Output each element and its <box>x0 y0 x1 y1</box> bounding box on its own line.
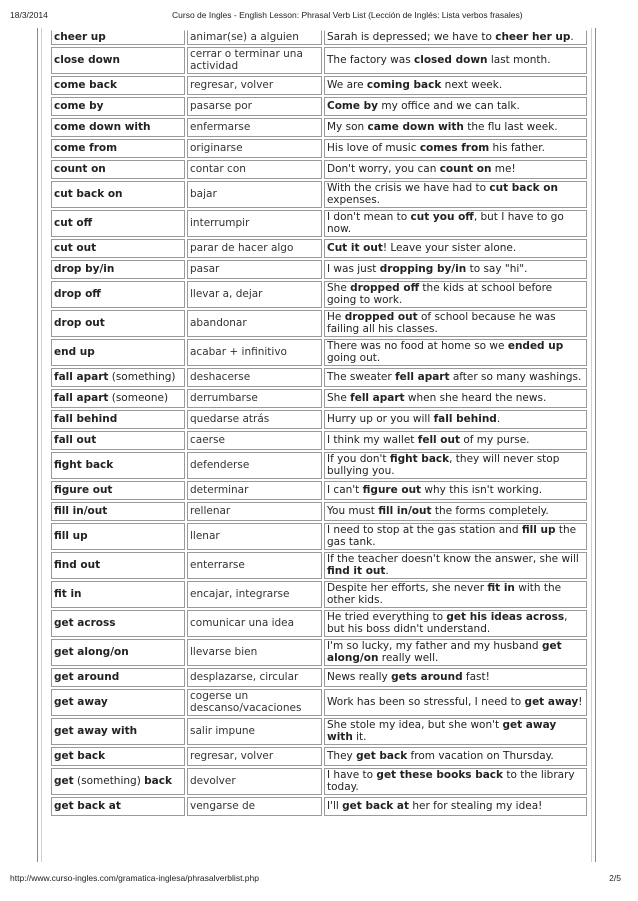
bold-phrase: get back <box>54 749 106 762</box>
bold-phrase: get his ideas across <box>446 611 565 623</box>
phrasal-verb-cell <box>51 581 185 608</box>
phrasal-verb-cell <box>51 797 185 816</box>
bold-phrase: dropping by/in <box>379 262 467 275</box>
meaning-cell: devolver <box>187 768 322 795</box>
table-row <box>51 610 587 637</box>
meaning-cell: llevar a, dejar <box>187 281 322 308</box>
text-fragment: ! <box>578 695 583 708</box>
phrasal-verb-cell <box>51 523 185 550</box>
text-fragment: his father. <box>489 141 545 154</box>
text-fragment: after so many washings. <box>449 370 582 383</box>
table-row <box>51 718 587 745</box>
bold-phrase: Come by <box>327 99 378 112</box>
example-cell <box>324 310 587 337</box>
table-row <box>51 97 587 116</box>
phrasal-verb-cell <box>51 47 185 74</box>
table-row <box>51 181 587 208</box>
meaning-cell: deshacerse <box>187 368 322 387</box>
bold-phrase: fight back <box>54 458 114 471</box>
bold-phrase: fit in <box>54 587 82 600</box>
text-fragment: She stole my idea, but she won't <box>327 719 503 731</box>
text-fragment: His love of music <box>327 141 420 154</box>
meaning-cell: parar de hacer algo <box>187 239 322 258</box>
bold-phrase: count on <box>439 162 492 175</box>
meaning-cell: quedarse atrás <box>187 410 322 429</box>
bold-phrase: get back <box>356 749 408 762</box>
table-row <box>51 747 587 766</box>
example-cell <box>324 410 587 429</box>
bold-phrase: fell apart <box>350 391 405 404</box>
bold-phrase: get along/on <box>54 645 129 658</box>
text-fragment: He tried everything to <box>327 611 447 623</box>
example-cell <box>324 581 587 608</box>
text-fragment: . <box>496 412 501 425</box>
example-cell <box>324 502 587 521</box>
table-row <box>51 523 587 550</box>
example-cell <box>324 368 587 387</box>
bold-phrase: came down with <box>367 120 464 133</box>
text-fragment: (something) <box>108 370 176 383</box>
example-cell <box>324 639 587 666</box>
text-fragment: Hurry up or you will <box>327 412 434 425</box>
bold-phrase: cut off <box>54 216 93 229</box>
example-cell <box>324 797 587 816</box>
meaning-cell: cerrar o terminar una actividad <box>187 47 322 74</box>
text-fragment: of school because he was failing all his classes. <box>327 311 556 335</box>
bold-phrase: cut out <box>54 241 97 254</box>
bold-phrase: comes from <box>419 141 490 154</box>
bold-phrase: figure out <box>54 483 113 496</box>
text-fragment: why this isn't working. <box>421 483 543 496</box>
bold-phrase: drop off <box>54 287 101 300</box>
bold-phrase: cut back on <box>54 187 123 200</box>
meaning-cell: animar(se) a alguien <box>187 30 322 45</box>
example-cell <box>324 210 587 237</box>
bold-phrase: get away <box>524 695 579 708</box>
meaning-cell: derrumbarse <box>187 389 322 408</box>
table-row <box>51 452 587 479</box>
example-cell <box>324 452 587 479</box>
meaning-cell: enfermarse <box>187 118 322 137</box>
meaning-cell: interrumpir <box>187 210 322 237</box>
phrasal-verb-cell <box>51 431 185 450</box>
meaning-cell: comunicar una idea <box>187 610 322 637</box>
meaning-cell: pasarse por <box>187 97 322 116</box>
text-fragment: With the crisis we have had to <box>327 182 490 194</box>
table-row <box>51 368 587 387</box>
text-fragment: my office and we can talk. <box>378 99 520 112</box>
table-row <box>51 47 587 74</box>
example-cell <box>324 689 587 716</box>
bold-phrase: get around <box>54 670 120 683</box>
bold-phrase: get away with <box>54 724 138 737</box>
meaning-cell: enterrarse <box>187 552 322 579</box>
text-fragment: the flu last week. <box>463 120 558 133</box>
text-fragment: I have to <box>327 769 377 781</box>
text-fragment: I can't <box>327 483 363 496</box>
page-number: 2/5 <box>609 873 621 883</box>
bold-phrase: coming back <box>366 78 442 91</box>
text-fragment: ! Leave your sister alone. <box>382 241 517 254</box>
text-fragment: expenses. <box>327 193 381 206</box>
text-fragment: . <box>570 30 574 43</box>
text-fragment: I was just <box>327 262 380 275</box>
example-cell <box>324 181 587 208</box>
bold-phrase: closed down <box>414 53 488 66</box>
table-row <box>51 118 587 137</box>
text-fragment: with the other kids. <box>327 582 562 606</box>
table-row <box>51 410 587 429</box>
right-border-outer <box>595 28 596 862</box>
bold-phrase: gets around <box>391 670 463 683</box>
left-border-outer <box>37 28 38 862</box>
phrasal-verb-cell <box>51 502 185 521</box>
text-fragment: I don't mean to <box>327 211 411 223</box>
bold-phrase: fight back <box>389 453 450 465</box>
table-row <box>51 210 587 237</box>
meaning-cell: contar con <box>187 160 322 179</box>
meaning-cell: llevarse bien <box>187 639 322 666</box>
phrasal-verb-cell <box>51 30 185 45</box>
meaning-cell: determinar <box>187 481 322 500</box>
meaning-cell: acabar + infinitivo <box>187 339 322 366</box>
bold-phrase: cheer up <box>54 30 106 43</box>
bold-phrase: dropped off <box>350 282 420 294</box>
phrasal-verb-cell <box>51 210 185 237</box>
text-fragment: when she heard the news. <box>404 391 547 404</box>
text-fragment: I need to stop at the gas station and <box>327 524 522 536</box>
right-border-inner <box>591 28 592 862</box>
example-cell <box>324 768 587 795</box>
bold-phrase: fall behind <box>433 412 497 425</box>
footer-url: http://www.curso-ingles.com/gramatica-inglesa/phrasalverblist.php <box>10 873 259 883</box>
text-fragment: Despite her efforts, she never <box>327 582 488 594</box>
table-row <box>51 797 587 816</box>
bold-phrase: fall out <box>54 433 97 446</box>
text-fragment: The sweater <box>327 370 396 383</box>
bold-phrase: Cut it out <box>327 241 383 254</box>
phrasal-verb-cell <box>51 689 185 716</box>
phrasal-verb-cell <box>51 610 185 637</box>
example-cell <box>324 339 587 366</box>
bold-phrase: find out <box>54 558 101 571</box>
table-row <box>51 481 587 500</box>
text-fragment: I'm so lucky, my father and my husband <box>327 640 542 652</box>
phrasal-verb-cell <box>51 368 185 387</box>
bold-phrase: fill up <box>54 529 88 542</box>
bold-phrase: fell out <box>417 433 461 446</box>
text-fragment: the forms completely. <box>431 504 549 517</box>
bold-phrase: fill in/out <box>54 504 108 517</box>
example-cell <box>324 30 587 45</box>
table-row <box>51 689 587 716</box>
phrasal-verb-cell <box>51 281 185 308</box>
table-row <box>51 581 587 608</box>
text-fragment: next week. <box>441 78 503 91</box>
meaning-cell: regresar, volver <box>187 76 322 95</box>
meaning-cell: bajar <box>187 181 322 208</box>
bold-phrase: end up <box>54 345 95 358</box>
bold-phrase: ended up <box>507 340 564 352</box>
phrasal-verb-cell <box>51 481 185 500</box>
example-cell <box>324 668 587 687</box>
text-fragment: You must <box>327 504 379 517</box>
meaning-cell: caerse <box>187 431 322 450</box>
phrasal-verb-cell <box>51 181 185 208</box>
phrasal-verb-cell <box>51 668 185 687</box>
table-row <box>51 768 587 795</box>
bold-phrase: get along/on <box>327 640 562 664</box>
phrasal-verb-cell <box>51 768 185 795</box>
table-row <box>51 431 587 450</box>
bold-phrase: come by <box>54 99 104 112</box>
text-fragment: Don't worry, you can <box>327 162 440 175</box>
bold-phrase: back <box>144 774 172 787</box>
meaning-cell: abandonar <box>187 310 322 337</box>
meaning-cell: vengarse de <box>187 797 322 816</box>
bold-phrase: find it out <box>327 564 386 577</box>
phrasal-verb-cell <box>51 339 185 366</box>
example-cell <box>324 160 587 179</box>
text-fragment: . <box>385 564 389 577</box>
example-cell <box>324 481 587 500</box>
bold-phrase: count on <box>54 162 106 175</box>
bold-phrase: get back at <box>54 799 121 812</box>
bold-phrase: fill in/out <box>378 504 432 517</box>
text-fragment: She <box>327 282 351 294</box>
meaning-cell: desplazarse, circular <box>187 668 322 687</box>
bold-phrase: get <box>54 774 74 787</box>
text-fragment: the kids at school before going to work. <box>327 282 553 306</box>
bold-phrase: fit in <box>487 582 515 594</box>
text-fragment: He <box>327 311 345 323</box>
table-row <box>51 310 587 337</box>
meaning-cell: llenar <box>187 523 322 550</box>
text-fragment: News really <box>327 670 392 683</box>
bold-phrase: drop out <box>54 316 105 329</box>
text-fragment: If you don't <box>327 453 390 465</box>
phrasal-verb-cell <box>51 118 185 137</box>
phrasal-verb-cell <box>51 239 185 258</box>
phrasal-verb-cell <box>51 747 185 766</box>
text-fragment: If the teacher doesn't know the answer, she will <box>327 553 579 565</box>
text-fragment: We are <box>327 78 367 91</box>
phrasal-verb-cell <box>51 552 185 579</box>
bold-phrase: drop by/in <box>54 262 115 275</box>
bold-phrase: come down with <box>54 120 151 133</box>
table-row <box>51 552 587 579</box>
bold-phrase: dropped out <box>344 311 418 323</box>
example-cell <box>324 239 587 258</box>
bold-phrase: fall apart <box>54 370 109 383</box>
meaning-cell: defenderse <box>187 452 322 479</box>
example-cell <box>324 260 587 279</box>
text-fragment: the gas tank. <box>327 524 577 548</box>
example-cell <box>324 97 587 116</box>
bold-phrase: get these books back <box>376 769 504 781</box>
meaning-cell: rellenar <box>187 502 322 521</box>
text-fragment: , but I have to go now. <box>327 211 564 235</box>
phrasal-verb-rows <box>51 30 587 816</box>
phrasal-verb-cell <box>51 260 185 279</box>
print-date: 18/3/2014 <box>10 10 48 20</box>
text-fragment: really well. <box>378 651 439 664</box>
bold-phrase: close down <box>54 53 120 66</box>
example-cell <box>324 118 587 137</box>
phrasal-verb-cell <box>51 718 185 745</box>
text-fragment: Sarah is depressed; we have to <box>327 30 496 43</box>
phrasal-verb-cell <box>51 139 185 158</box>
text-fragment: I think my wallet <box>327 433 418 446</box>
example-cell <box>324 47 587 74</box>
text-fragment: , they will never stop bullying you. <box>327 453 560 477</box>
example-cell <box>324 431 587 450</box>
meaning-cell: salir impune <box>187 718 322 745</box>
phrasal-verb-cell <box>51 76 185 95</box>
bold-phrase: figure out <box>362 483 422 496</box>
table-row <box>51 160 587 179</box>
text-fragment: (something) <box>73 774 145 787</box>
bold-phrase: get across <box>54 616 116 629</box>
text-fragment: I'll <box>327 799 343 812</box>
text-fragment: it. <box>352 730 367 743</box>
table-row <box>51 76 587 95</box>
text-fragment: going out. <box>327 351 381 364</box>
phrasal-verb-cell <box>51 452 185 479</box>
meaning-cell: encajar, integrarse <box>187 581 322 608</box>
bold-phrase: get away <box>54 695 108 708</box>
text-fragment: They <box>327 749 357 762</box>
text-fragment: me! <box>491 162 516 175</box>
example-cell <box>324 747 587 766</box>
table-row <box>51 502 587 521</box>
text-fragment: last month. <box>487 53 551 66</box>
phrasal-verb-cell <box>51 389 185 408</box>
table-row <box>51 30 587 45</box>
text-fragment: of my purse. <box>460 433 530 446</box>
example-cell <box>324 281 587 308</box>
bold-phrase: cut back on <box>489 182 558 194</box>
text-fragment: to say "hi". <box>466 262 528 275</box>
table-row <box>51 281 587 308</box>
text-fragment: Work has been so stressful, I need to <box>327 695 525 708</box>
bold-phrase: cheer her up <box>495 30 571 43</box>
table-row <box>51 389 587 408</box>
meaning-cell: regresar, volver <box>187 747 322 766</box>
example-cell <box>324 718 587 745</box>
phrasal-verb-table <box>49 28 589 818</box>
meaning-cell: pasar <box>187 260 322 279</box>
text-fragment: fast! <box>462 670 490 683</box>
meaning-cell: cogerse un descanso/vacaciones <box>187 689 322 716</box>
table-row <box>51 339 587 366</box>
phrasal-verb-cell <box>51 160 185 179</box>
bold-phrase: fill up <box>521 524 556 536</box>
page-title: Curso de Ingles - English Lesson: Phrasal Verb List (Lección de Inglés: Lista verbos frasales) <box>172 10 523 20</box>
text-fragment: her for stealing my idea! <box>409 799 543 812</box>
table-row <box>51 639 587 666</box>
example-cell <box>324 552 587 579</box>
left-border-inner <box>41 28 42 862</box>
example-cell <box>324 139 587 158</box>
text-fragment: , but his boss didn't understand. <box>327 611 568 635</box>
phrasal-verb-cell <box>51 410 185 429</box>
example-cell <box>324 610 587 637</box>
example-cell <box>324 389 587 408</box>
bold-phrase: cut you off <box>410 211 474 223</box>
example-cell <box>324 76 587 95</box>
text-fragment: My son <box>327 120 368 133</box>
table-row <box>51 668 587 687</box>
phrasal-verb-cell <box>51 310 185 337</box>
table-row <box>51 139 587 158</box>
bold-phrase: fall behind <box>54 412 118 425</box>
bold-phrase: come back <box>54 78 117 91</box>
phrasal-verb-cell <box>51 639 185 666</box>
table-row <box>51 260 587 279</box>
bold-phrase: get away with <box>327 719 557 743</box>
bold-phrase: get back at <box>342 799 410 812</box>
text-fragment: (someone) <box>108 391 169 404</box>
text-fragment: There was no food at home so we <box>327 340 508 352</box>
text-fragment: She <box>327 391 351 404</box>
table-row <box>51 239 587 258</box>
meaning-cell: originarse <box>187 139 322 158</box>
text-fragment: The factory was <box>327 53 415 66</box>
bold-phrase: fell apart <box>395 370 450 383</box>
phrasal-verb-cell <box>51 97 185 116</box>
bold-phrase: come from <box>54 141 118 154</box>
text-fragment: to the library today. <box>327 769 575 793</box>
example-cell <box>324 523 587 550</box>
text-fragment: from vacation on Thursday. <box>407 749 554 762</box>
bold-phrase: fall apart <box>54 391 109 404</box>
